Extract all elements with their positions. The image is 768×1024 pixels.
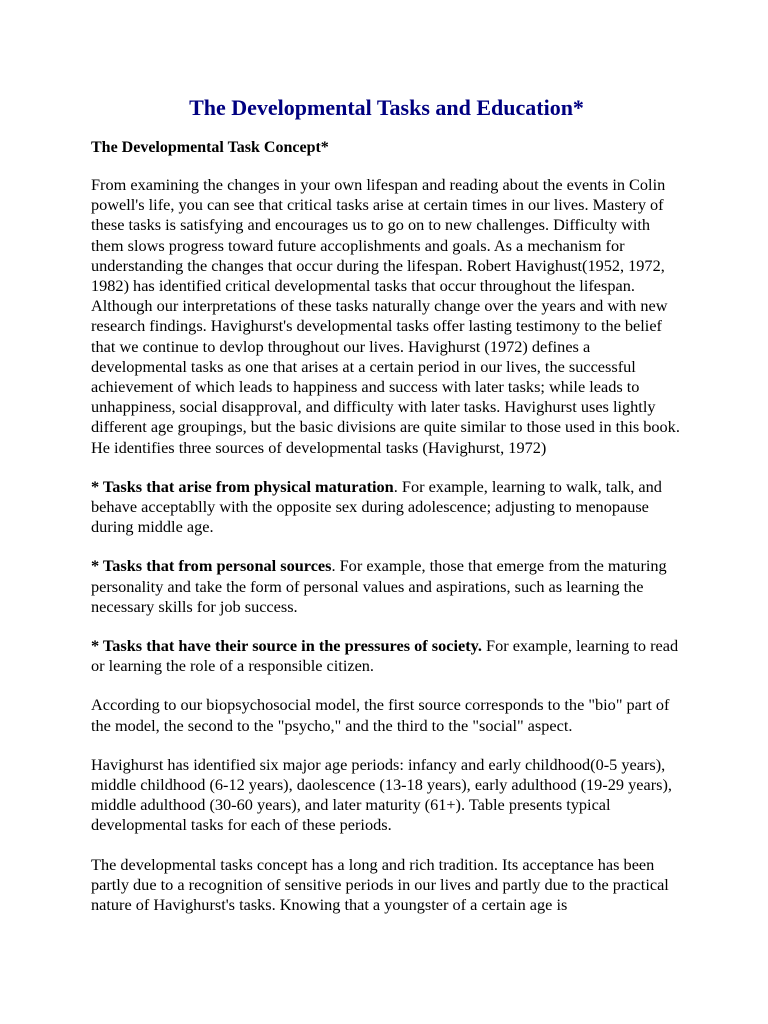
document-title: The Developmental Tasks and Education* [189, 95, 584, 120]
source-society-paragraph [91, 636, 682, 676]
source-personal-paragraph [91, 556, 682, 617]
source-personal-text: . For example, those that emerge from the maturing personality and take the form of personal values and aspirations, such as learning the necessary skills for job success. [91, 556, 667, 616]
source-personal-label: * Tasks that from personal sources [91, 556, 332, 576]
source-physical-paragraph [91, 477, 682, 538]
section-heading: The Developmental Task Concept* [91, 139, 329, 156]
source-physical-text: . For example, learning to walk, talk, and behave acceptablly with the opposite sex during adolescence; adjusting to menopause during middle age. [91, 476, 662, 537]
intro-paragraph: From examining the changes in your own lifespan and reading about the events in Colin powell's life, you can see that critical tasks arise at certain times in our lives. Mastery of these tasks is satisfying and encourages us to go on to new challenges. Difficulty with them slows progress toward future accoplishments and goals. As a mechanism for understanding the changes that occur during the lifespan. Robert Havighust(1952, 1972, 1982) has identified critical developmental tasks that occur throughout the lifespan. Although our interpretations of these tasks naturally change over the years and with new research findings. Havighurst's developmental tasks offer lasting testimony to the belief that we continue to devlop throughout our lives. Havighurst (1972) defines a developmental tasks as one that arises at a certain period in our lives, the successful achievement of which leads to happiness and success with later tasks; while leads to unhappiness, social disapproval, and difficulty with later tasks. Havighurst uses lightly different age groupings, but the basic divisions are quite similar to those used in this book. He identifies three sources of developmental tasks (Havighurst, 1972) [91, 175, 680, 457]
age-periods-paragraph: Havighurst has identified six major age periods: infancy and early childhood(0-5 years), middle childhood (6-12 years), daolescence (13-18 years), early adulthood (19-29 years), middle adulthood (30-60 years), and later maturity (61+). Table presents typical developmental tasks for each of these periods. [91, 754, 672, 835]
source-physical-label: * Tasks that arise from physical maturation [91, 476, 394, 496]
tradition-paragraph: The developmental tasks concept has a long and rich tradition. Its acceptance has been partly due to a recognition of sensitive periods in our lives and partly due to the practical nature of Havighurst's tasks. Knowing that a youngster of a certain age is [91, 854, 669, 915]
source-society-label: * Tasks that have their source in the pressures of society. [91, 636, 482, 656]
model-paragraph: According to our biopsychosocial model, the first source corresponds to the "bio" part of the model, the second to the "psycho," and the third to the "social" aspect. [91, 695, 670, 735]
source-society-text: For example, learning to read or learning the role of a responsible citizen. [91, 636, 679, 676]
